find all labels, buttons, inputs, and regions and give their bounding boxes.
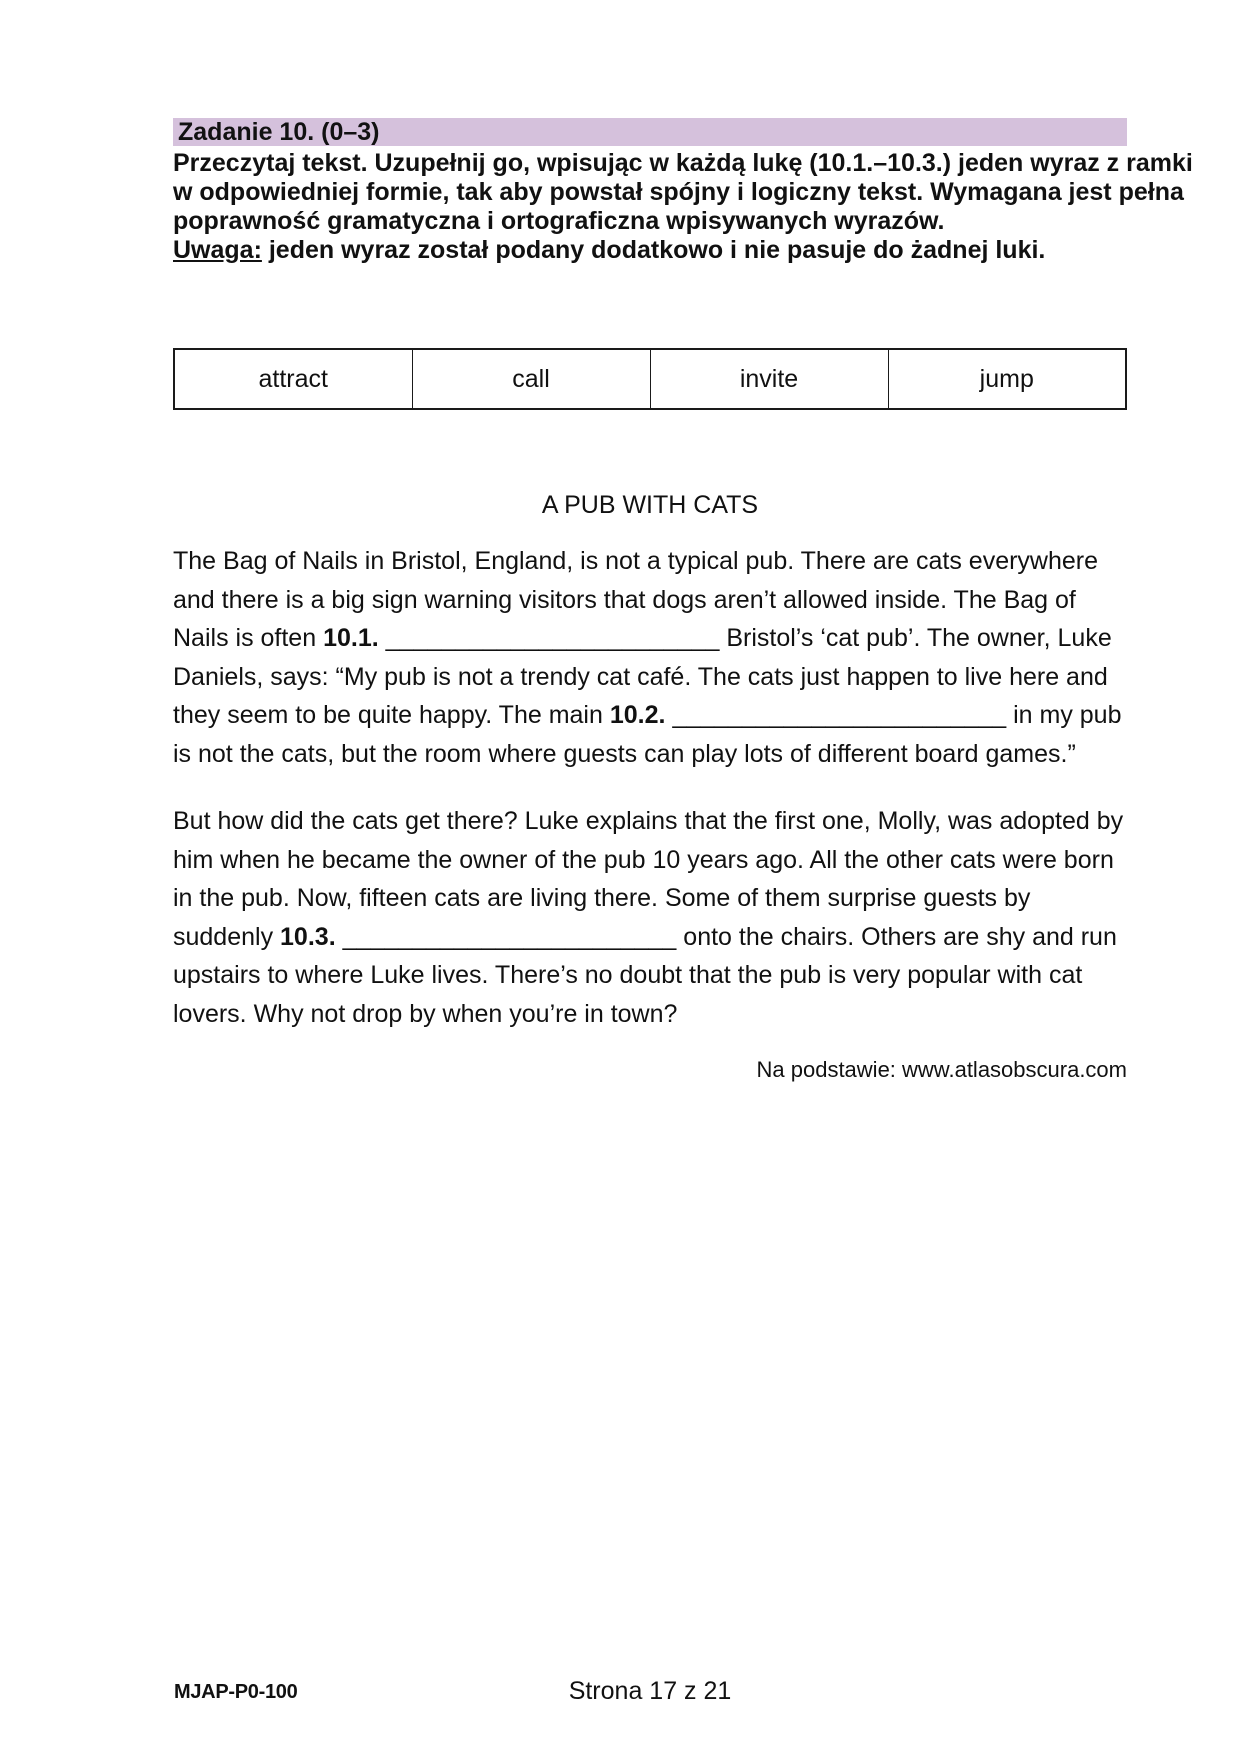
instruction-line-1: Przeczytaj tekst. Uzupełnij go, wpisując w każdą lukę (10.1.–10.3.) jeden wyraz z ramki [173, 149, 1193, 177]
footer-page-number: Strona 17 z 21 [568, 1677, 732, 1705]
reading-paragraph-2 [173, 802, 1127, 1033]
gap-blank-10-3: ________________________ [342, 922, 677, 951]
word-bank-row [174, 349, 1126, 409]
source-credit: Na podstawie: www.atlasobscura.com [756, 1057, 1127, 1082]
uwaga-text: jeden wyraz został podany dodatkowo i nie pasuje do żadnej luki. [261, 236, 1046, 264]
uwaga-line [173, 236, 1127, 265]
p1-text-after: in my pub is not the cats, but the room where guests can play lots of different board games.” [173, 701, 1122, 768]
content-area [173, 118, 1193, 1083]
uwaga-label: Uwaga: [173, 236, 262, 264]
task-header-label: Zadanie 10. (0–3) [178, 118, 380, 146]
instruction-line-2: w odpowiedniej formie, tak aby powstał spójny i logiczny tekst. Wymagana jest pełna [173, 178, 1184, 206]
task-instructions [173, 149, 1193, 265]
gap-blank-10-1: ________________________ [385, 624, 720, 652]
p1-text-middle: Bristol’s ‘cat pub’. The owner, Luke Daniels, says: “My pub is not a trendy cat café. The cats just happen to live here and they seem to be quite happy. The main [173, 624, 1112, 729]
task-header [173, 118, 1127, 146]
p2-text-before-gap3: But how did the cats get there? Luke explains that the first one, Molly, was adopted by him when he became the owner of the pub 10 years ago. All the other cats were born in the pub. Now, fifteen cats are living there. Some of them surprise guests by suddenly [173, 807, 1124, 951]
word-bank-cell-attract: attract [174, 349, 412, 409]
page-footer [173, 1676, 1127, 1706]
p2-text-after: onto the chairs. Others are shy and run upstairs to where Luke lives. There’s no doubt that the pub is very popular with cat lovers. Why not drop by when you’re in town? [173, 922, 1117, 1028]
instruction-line-3: poprawność gramatyczna i ortograficzna wpisywanych wyrazów. [173, 207, 945, 235]
word-bank-cell-call: call [412, 349, 650, 409]
word-bank-cell-invite: invite [650, 349, 888, 409]
gap-label-10-2: 10.2. [609, 701, 666, 729]
footer-exam-code: MJAP-P0-100 [174, 1681, 298, 1703]
gap-label-10-3: 10.3. [280, 922, 336, 951]
p1-text-before-gap1: The Bag of Nails in Bristol, England, is not a typical pub. There are cats everywhere and there is a big sign warning visitors that dogs aren’t allowed inside. The Bag of Nails is often [173, 547, 1099, 652]
word-bank-table [173, 348, 1127, 410]
gap-blank-10-2: ________________________ [672, 701, 1007, 729]
reading-title: A PUB WITH CATS [541, 491, 759, 519]
word-bank-cell-jump: jump [888, 349, 1126, 409]
gap-label-10-1: 10.1. [323, 624, 379, 652]
reading-paragraph-1 [173, 542, 1127, 773]
